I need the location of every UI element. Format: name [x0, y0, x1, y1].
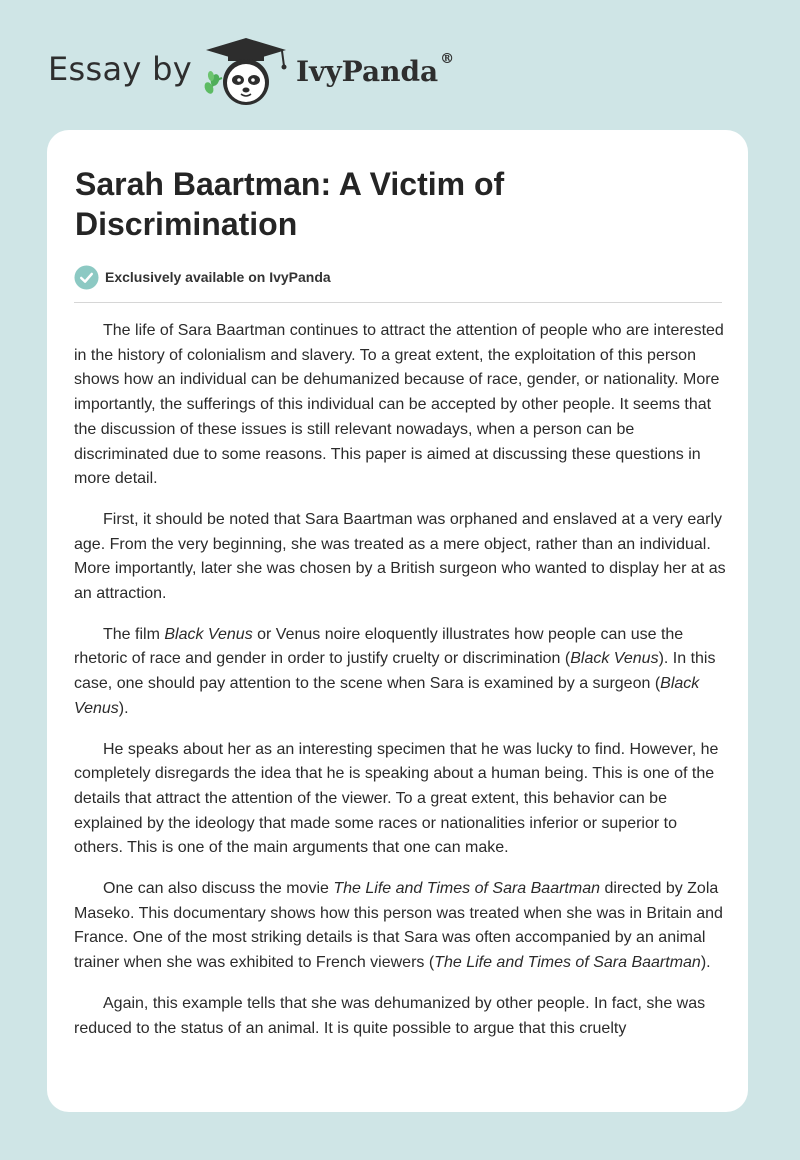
essay-paragraph [74, 738, 726, 862]
essay-paragraph [74, 623, 726, 722]
text-run: The film [103, 625, 165, 643]
text-run: Again, this example tells that she was dehumanized by other people. In fact, she was reduced to the status of an animal. It is quite possible to argue that this cruelty [74, 994, 706, 1037]
essay-by-label: Essay by [48, 50, 192, 88]
brand-name-text: IvyPanda [296, 55, 439, 88]
essay-paragraph [74, 508, 726, 607]
work-title-italic: Black Venus [164, 625, 253, 643]
panda-logo-icon[interactable] [200, 36, 292, 108]
essay-body [74, 319, 726, 1057]
exclusive-label: Exclusively available on IvyPanda [105, 269, 331, 285]
text-run: directed by Zola Maseko. This documentary shows how this person was treated when she was in Britain and France. One of the most striking details is that Sara was often accompanied by an animal trainer when she was exhibited to French viewers ( [74, 880, 723, 972]
work-title-italic: Black Venus [570, 650, 659, 668]
work-title-italic: The Life and Times of Sara Baartman [434, 954, 701, 972]
text-run: One can also discuss the movie [103, 880, 334, 898]
text-run: ). In this case, one should pay attention to the scene when Sara is examined by a surgeon ( [74, 650, 716, 693]
site-header [0, 0, 800, 130]
work-title-italic: Black Venus [74, 675, 700, 717]
text-run: The life of Sara Baartman continues to attract the attention of people who are interested in the history of colonialism and slavery. To a great extent, the exploitation of this person shows how an individual can be dehumanized because of race, gender, or nationality. More importantly, the sufferings of this individual can be accepted by other people. It seems that the discussion of these issues is still relevant nowadays, when a person can be discriminated due to some reasons. This paper is aimed at discussing these questions in more detail. [74, 322, 724, 488]
text-run: ). [118, 699, 129, 717]
registered-mark: ® [440, 51, 455, 67]
divider [74, 302, 722, 303]
exclusive-badge [74, 264, 331, 290]
check-circle-icon [74, 265, 99, 290]
essay-paragraph [74, 877, 726, 976]
text-run: First, it should be noted that Sara Baartman was orphaned and enslaved at a very early age. From the very beginning, she was treated as a mere object, rather than an individual. More importantly, later she was chosen by a British surgeon who wanted to display her at as an attraction. [74, 510, 726, 603]
text-run: He speaks about her as an interesting specimen that he was lucky to find. However, he completely disregards the idea that he is speaking about a human being. This is one of the details that attract the attention of the viewer. To a great extent, this behavior can be explained by the ideology that made some races or nationalities inferior or superior to others. This is one of the main arguments that one can make. [74, 740, 719, 857]
essay-paragraph [74, 992, 726, 1041]
brand-name[interactable] [296, 51, 455, 88]
text-run: ). [700, 954, 711, 972]
work-title-italic: The Life and Times of Sara Baartman [333, 880, 600, 898]
essay-card [47, 130, 748, 1112]
essay-title: Sarah Baartman: A Victim of Discrimination [75, 166, 505, 242]
text-run: or Venus noire eloquently illustrates how people can use the rhetoric of race and gender in order to justify cruelty or discrimination ( [74, 625, 684, 668]
essay-paragraph [74, 319, 726, 492]
